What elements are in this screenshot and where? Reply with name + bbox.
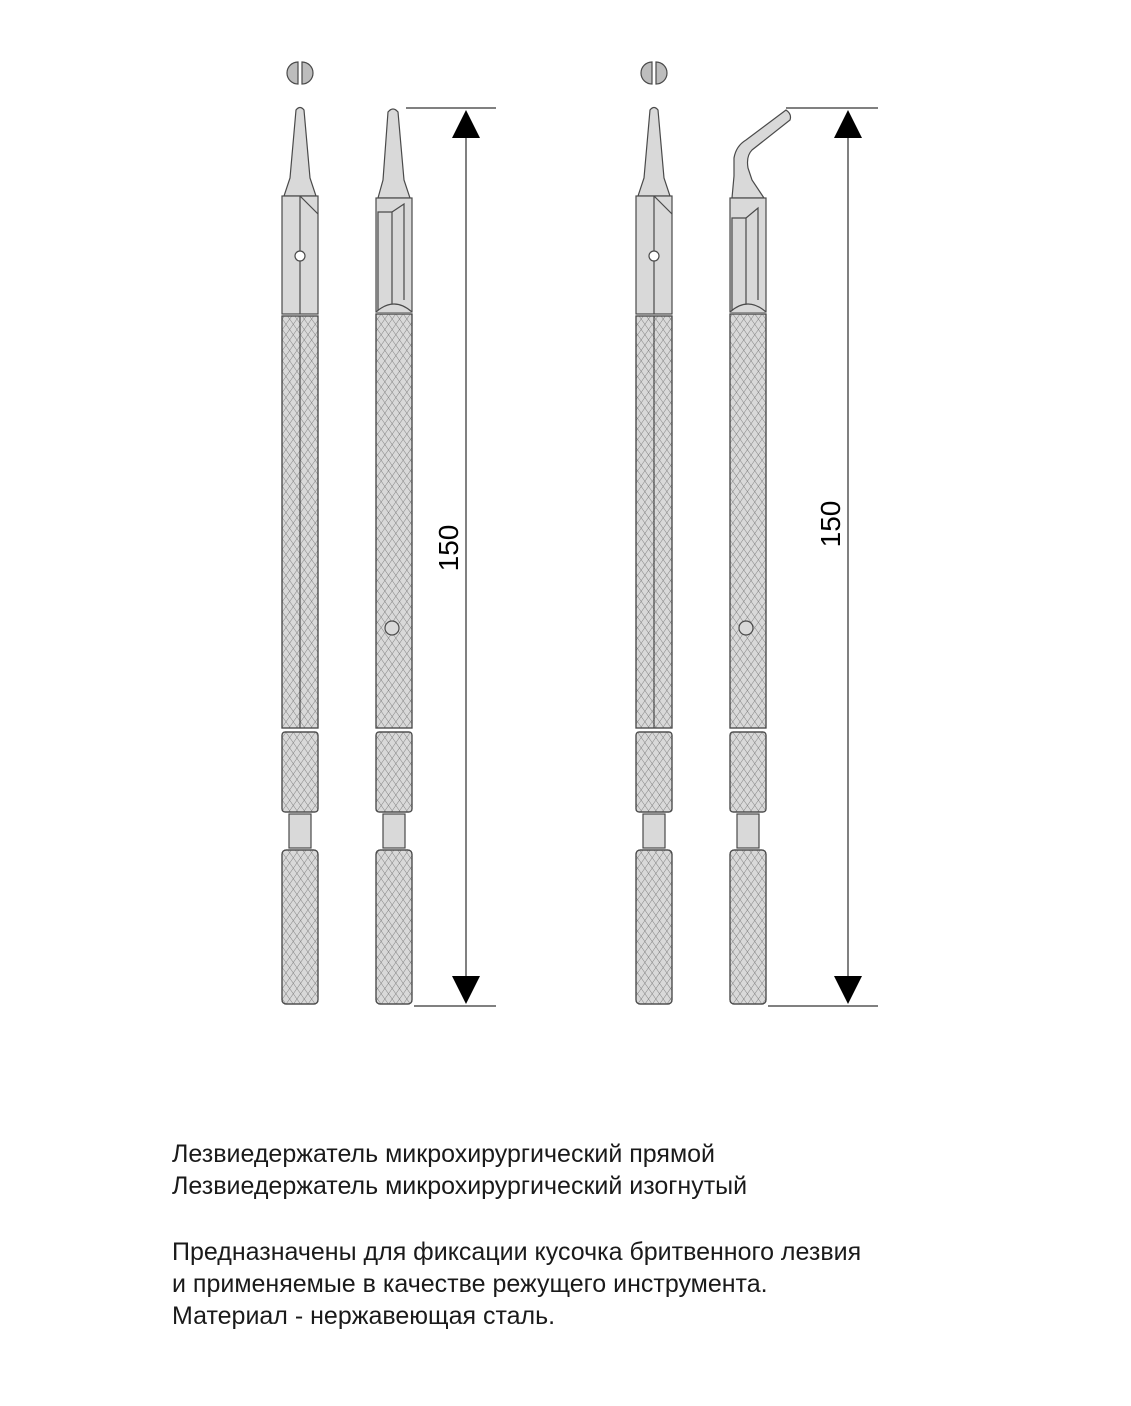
cross-section-icon	[287, 62, 313, 84]
jaw-head	[730, 198, 766, 312]
straight-holder-front-view	[282, 62, 318, 1004]
title-curved: Лезвиедержатель микрохирургический изогнутый	[172, 1172, 748, 1200]
neck	[643, 814, 665, 848]
blade-jaw	[378, 109, 410, 198]
dimension-line-curved	[768, 108, 878, 1006]
pivot-screw	[295, 251, 305, 261]
neck	[289, 814, 311, 848]
description-line-1: Предназначены для фиксации кусочка бритвенного лезвия	[172, 1238, 862, 1266]
description-line-2: и применяемые в качестве режущего инструмента.	[172, 1270, 768, 1298]
blade-jaw	[638, 108, 670, 197]
dimension-value-curved: 150	[815, 500, 846, 548]
locking-pin	[385, 621, 399, 635]
blade-jaw	[284, 108, 316, 197]
straight-holder-side-view	[376, 109, 412, 1004]
neck	[383, 814, 405, 848]
dimension-value-straight: 150	[433, 524, 464, 572]
cross-section-icon	[641, 62, 667, 84]
product-description	[172, 1236, 861, 1332]
neck	[737, 814, 759, 848]
product-titles	[172, 1138, 747, 1202]
curved-holder-side-view	[730, 110, 791, 1004]
jaw-head	[376, 198, 412, 312]
curved-holder-front-view	[636, 62, 672, 1004]
curved-blade-jaw	[732, 110, 791, 198]
locking-pin	[739, 621, 753, 635]
pivot-screw	[649, 251, 659, 261]
title-straight: Лезвиедержатель микрохирургический прямой	[172, 1140, 716, 1168]
description-line-3: Материал - нержавеющая сталь.	[172, 1302, 556, 1330]
